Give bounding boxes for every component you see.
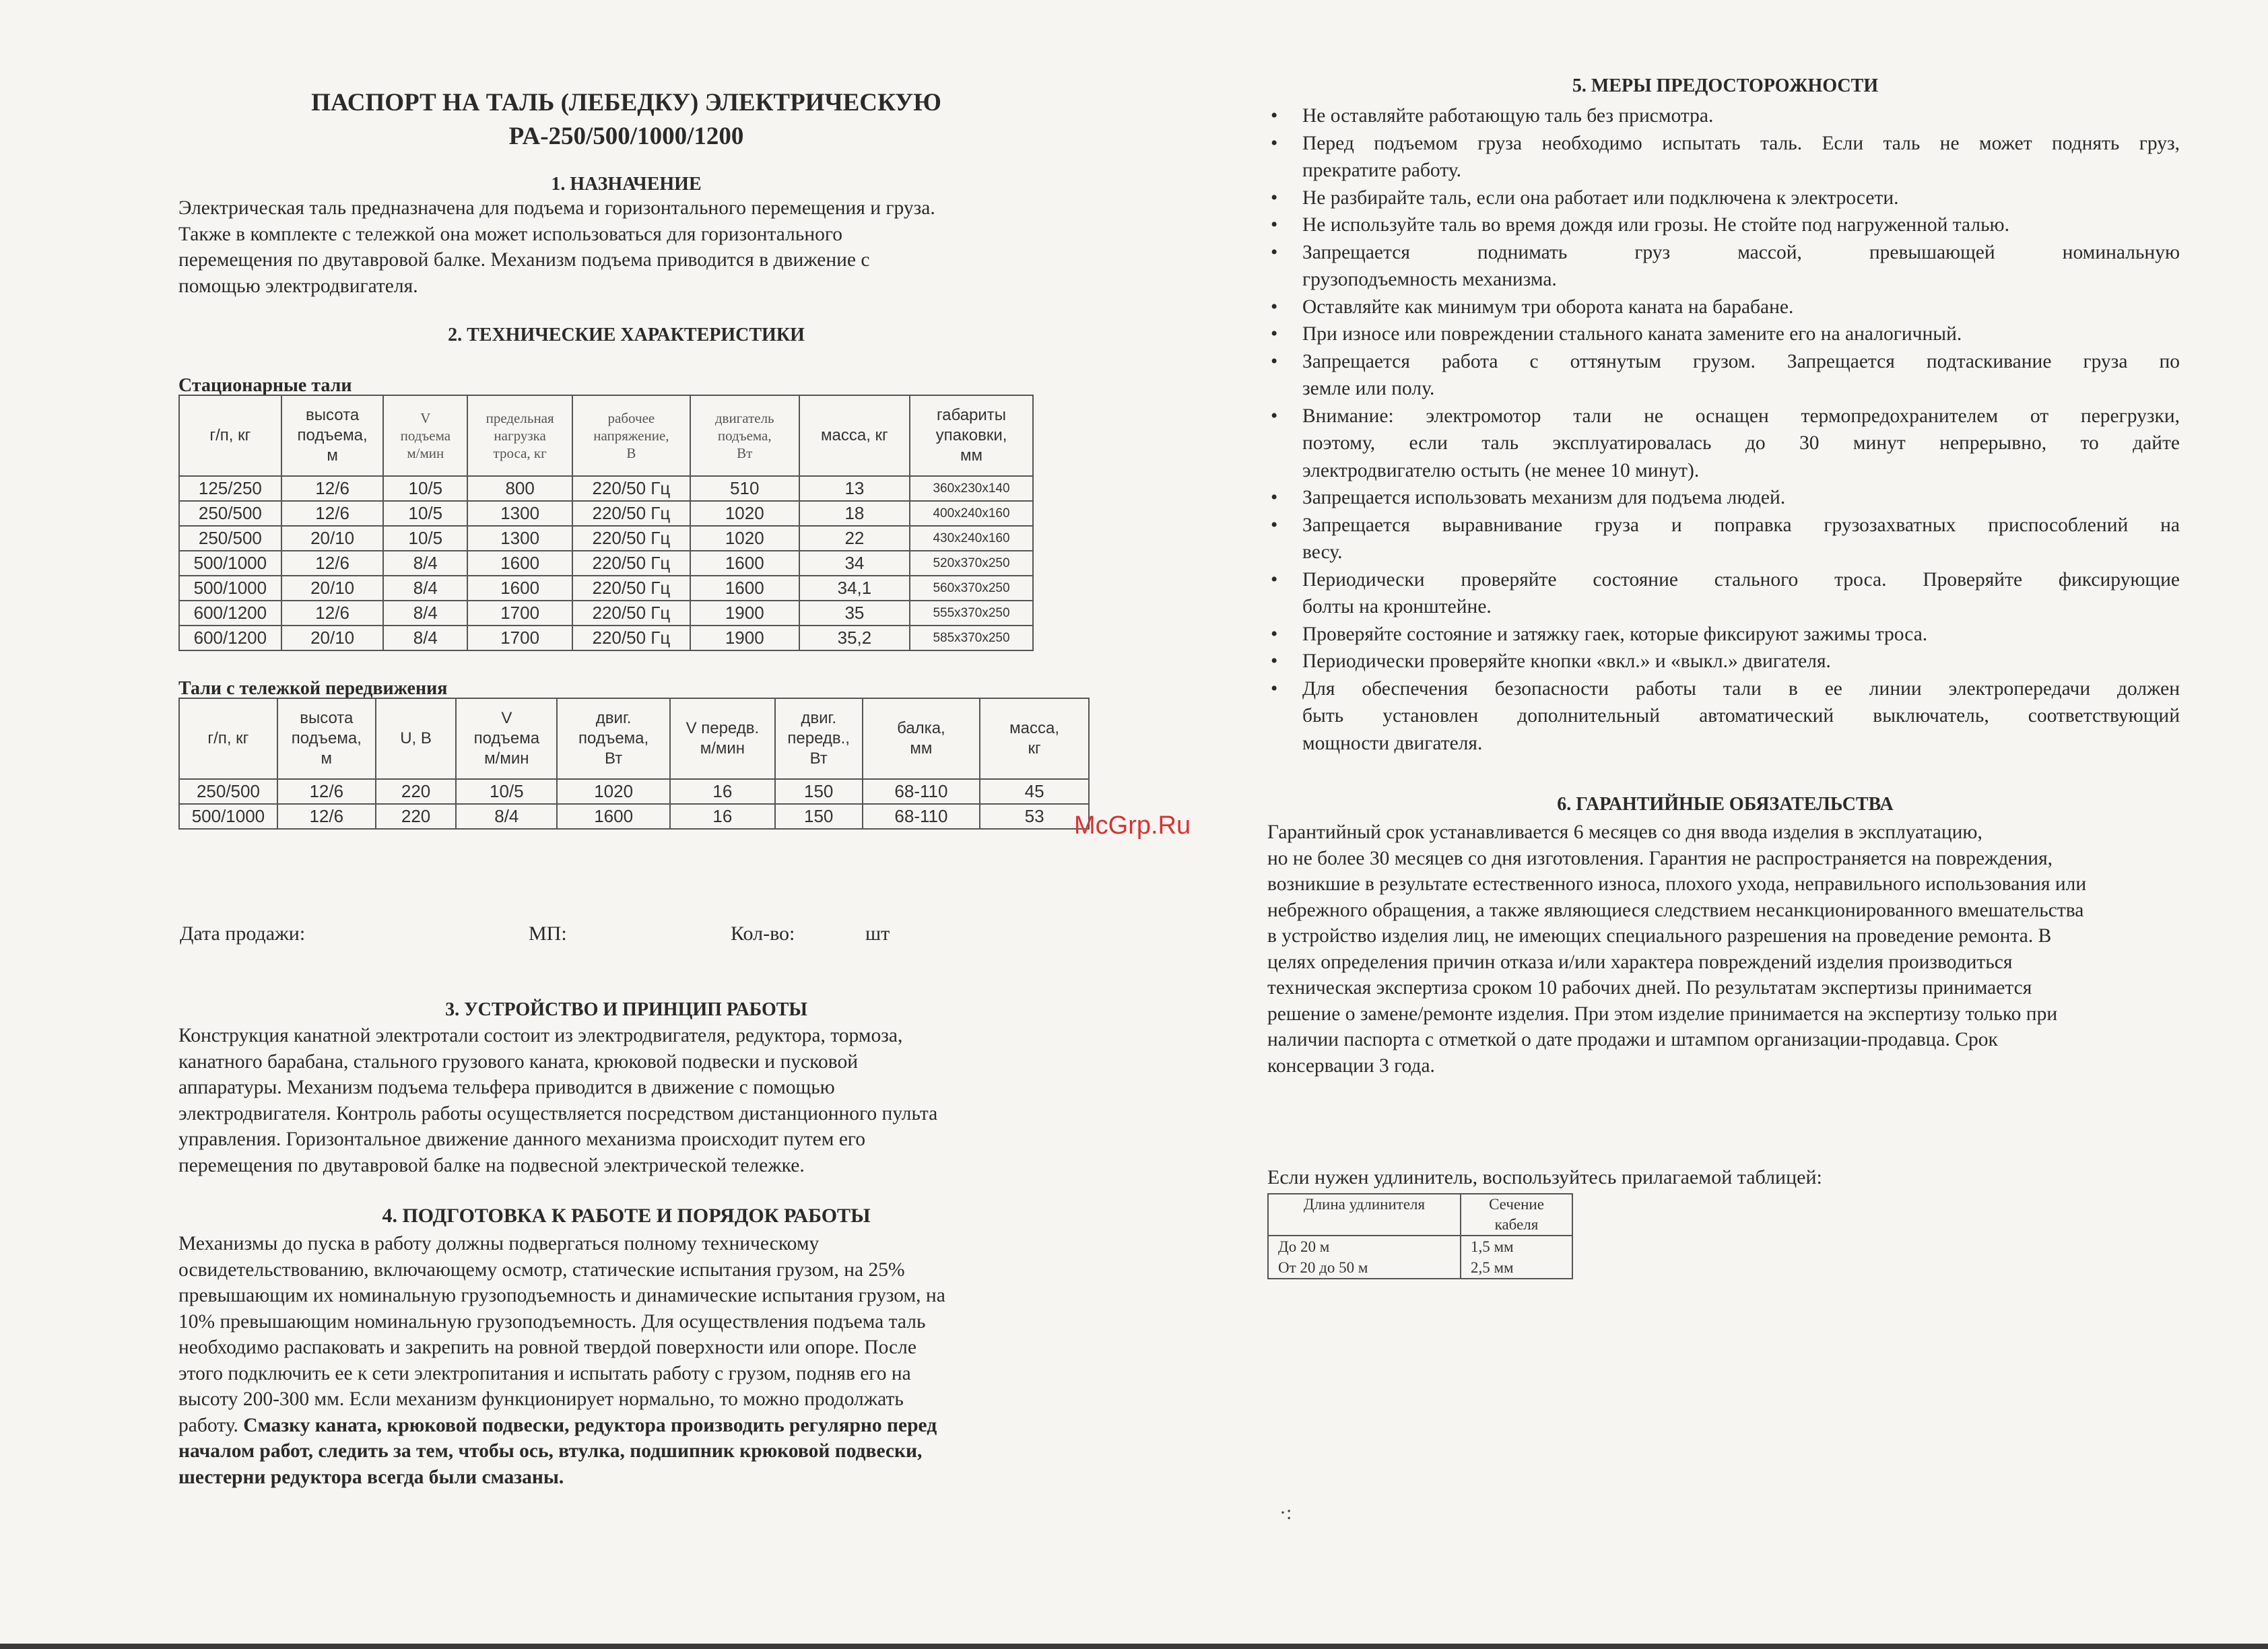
table-cell: 34,1 xyxy=(799,576,910,601)
table-cell: 520x370x250 xyxy=(910,551,1033,576)
table-cell: 400x240x160 xyxy=(910,501,1033,526)
table-cell: 510 xyxy=(690,476,799,501)
table-cell: 1900 xyxy=(690,626,799,650)
precaution-item xyxy=(1267,403,2180,485)
precaution-item xyxy=(1267,239,2180,294)
document-title-line-2: PA-250/500/1000/1200 xyxy=(508,123,744,150)
precaution-text-line: быть установлен дополнительный автоматический выключатель, соответствующий xyxy=(1302,705,2180,727)
table-cell: 8/4 xyxy=(456,804,557,829)
text-line: управления. Горизонтальное движение данного механизма происходит путем его xyxy=(178,1129,866,1150)
precaution-text-line: Периодически проверяйте состояние стального троса. Проверяйте фиксирующие xyxy=(1302,568,2180,591)
precaution-text-line: Не используйте таль во время дождя или грозы. Не стойте под нагруженной талью. xyxy=(1302,214,2009,236)
table-cell: 34 xyxy=(799,551,910,576)
table-cell: 16 xyxy=(670,804,775,829)
bullet-icon: • xyxy=(1271,623,1278,645)
text-line: электродвигателя. Контроль работы осуществляется посредством дистанционного пульта xyxy=(178,1102,938,1124)
table-cell: 12/6 xyxy=(277,779,376,804)
table-cell: 220/50 Гц xyxy=(572,476,690,501)
table-cell: 220/50 Гц xyxy=(572,551,690,576)
col-header-lift-motor: двигатель подъема, Вт xyxy=(690,395,799,476)
table-row xyxy=(1268,1236,1572,1257)
table-header-row xyxy=(1268,1194,1572,1236)
table-row xyxy=(179,804,1089,829)
text-line: консервации 3 года. xyxy=(1267,1054,1435,1077)
table-cell: 220 xyxy=(376,804,457,829)
col-header-lift-motor: двиг. подъема, Вт xyxy=(557,698,670,779)
text-line: превышающим их номинальную грузоподъемность и динамические испытания грузом, на xyxy=(178,1285,945,1306)
table-row xyxy=(179,576,1033,601)
precaution-text-line: болты на кронштейне. xyxy=(1302,596,1492,617)
table-cell: 220/50 Гц xyxy=(572,526,690,551)
precaution-text-line: При износе или повреждении стального каната замените его на аналогичный. xyxy=(1302,323,1962,345)
table-header-row xyxy=(179,395,1033,476)
text-line: возникшие в результате естественного износа, плохого ухода, неправильного использования или xyxy=(1267,873,2087,895)
table-cell: 2,5 мм xyxy=(1461,1257,1572,1279)
precaution-text-line: земле или полу. xyxy=(1302,378,1435,399)
bullet-icon: • xyxy=(1271,187,1278,209)
precaution-text-line: Запрещается выравнивание груза и поправка грузозахватных приспособлений на xyxy=(1302,514,2180,536)
text-line: но не более 30 месяцев со дня изготовления. Гарантия не распространяется на повреждения, xyxy=(1267,847,2053,869)
table-cell: 8/4 xyxy=(383,626,467,650)
table-cell: 12/6 xyxy=(281,501,384,526)
trolley-table-title: Тали с тележкой передвижения xyxy=(178,678,448,699)
bullet-icon: • xyxy=(1271,241,1278,263)
col-header-rope-load: предельная нагрузка троса, кг xyxy=(467,395,572,476)
col-header-lift-height: высота подъема, м xyxy=(281,395,384,476)
col-header-travel-motor: двиг. передв., Вт xyxy=(775,698,863,779)
table-cell: 555x370x250 xyxy=(910,601,1033,626)
table-cell: 220/50 Гц xyxy=(572,576,690,601)
precaution-text-line: Не оставляйте работающую таль без присмотра. xyxy=(1302,105,1714,127)
stationary-hoists-table xyxy=(178,395,1034,651)
table-cell: 220 xyxy=(376,779,457,804)
table-cell: 250/500 xyxy=(179,501,281,526)
table-row xyxy=(179,526,1033,551)
table-cell: 1300 xyxy=(467,501,572,526)
bullet-icon: • xyxy=(1271,514,1278,536)
table-cell: 12/6 xyxy=(281,601,384,626)
precaution-text-line: грузоподъемность механизма. xyxy=(1302,269,1557,290)
table-cell: 12/6 xyxy=(277,804,376,829)
table-cell: 53 xyxy=(980,804,1089,829)
text-line: канатного барабана, стального грузового каната, крюковой подвески и пусковой xyxy=(178,1050,859,1073)
text-line: перемещения по двутавровой балке на подвесной электрической тележке. xyxy=(178,1154,805,1176)
col-header-lift-height: высота подъема, м xyxy=(277,698,376,779)
col-header-capacity: г/п, кг xyxy=(179,395,281,476)
precaution-text-line: Проверяйте состояние и затяжку гаек, которые фиксируют зажимы троса. xyxy=(1302,623,1928,645)
table-cell: 1600 xyxy=(690,551,799,576)
table-cell: 125/250 xyxy=(179,476,281,501)
col-header-mass: масса, кг xyxy=(980,698,1089,779)
precautions-list xyxy=(1267,102,2180,757)
watermark-text: McGrp.Ru xyxy=(1074,811,1191,840)
quantity-label: Кол-во: xyxy=(731,922,795,945)
document-title xyxy=(178,86,1074,154)
table-cell: 45 xyxy=(980,779,1089,804)
table-cell: 1600 xyxy=(690,576,799,601)
precaution-item xyxy=(1267,211,2180,239)
table-cell: 1300 xyxy=(467,526,572,551)
table-cell: 35,2 xyxy=(799,626,910,650)
text-line-bold: шестерни редуктора всегда были смазаны. xyxy=(178,1466,564,1488)
precaution-text-line: Не разбирайте таль, если она работает или подключена к электросети. xyxy=(1302,187,1899,209)
extension-cable-table xyxy=(1267,1193,1573,1279)
table-cell: 500/1000 xyxy=(179,804,277,829)
precaution-text-line: Запрещается работа с оттянутым грузом. Запрещается подтаскивание груза по xyxy=(1302,350,2180,372)
precaution-item xyxy=(1267,484,2180,512)
stamp-label: МП: xyxy=(529,922,567,945)
table-cell: 600/1200 xyxy=(179,601,281,626)
text-line: аппаратуры. Механизм подъема тельфера приводится в движение с помощью xyxy=(178,1077,835,1098)
col-header-mass: масса, кг xyxy=(799,395,910,476)
section-2-heading: 2. ТЕХНИЧЕСКИЕ ХАРАКТЕРИСТИКИ xyxy=(448,325,805,345)
text-line: небрежного обращения, а также являющиеся следствием несанкционированного вмешательства xyxy=(1267,899,2084,921)
text-bold: Смазку каната, крюковой подвески, редуктора производить регулярно перед xyxy=(243,1414,937,1436)
table-cell: 12/6 xyxy=(281,476,384,501)
bullet-icon: • xyxy=(1271,105,1278,127)
stationary-table-title: Стационарные тали xyxy=(178,375,352,396)
table-cell: 1600 xyxy=(557,804,670,829)
table-cell: 10/5 xyxy=(383,476,467,501)
trolley-hoists-table xyxy=(178,698,1090,830)
table-cell: 20/10 xyxy=(281,626,384,650)
table-cell: 18 xyxy=(799,501,910,526)
sale-date-label: Дата продажи: xyxy=(180,922,306,945)
precaution-text-line: Внимание: электромотор тали не оснащен термопредохранителем от перегрузки, xyxy=(1302,405,2180,427)
precaution-item xyxy=(1267,566,2180,621)
precaution-text-line: Периодически проверяйте кнопки «вкл.» и «выкл.» двигателя. xyxy=(1302,650,1831,672)
precaution-item xyxy=(1267,294,2180,321)
precaution-text-line: Запрещается использовать механизм для подъема людей. xyxy=(1302,487,1786,508)
table-cell: 250/500 xyxy=(179,526,281,551)
document-title-line-1: ПАСПОРТ НА ТАЛЬ (ЛЕБЕДКУ) ЭЛЕКТРИЧЕСКУЮ xyxy=(311,89,941,116)
table-row xyxy=(179,476,1033,501)
precaution-item xyxy=(1267,102,2180,130)
table-cell: 1700 xyxy=(467,601,572,626)
text-line xyxy=(178,1413,1067,1439)
col-header-package-size: габариты упаковки, мм xyxy=(910,395,1033,476)
text-line: необходимо распаковать и закрепить на ровной твердой поверхности или опоре. После xyxy=(178,1337,916,1358)
table-cell: 560x370x250 xyxy=(910,576,1033,601)
table-row xyxy=(1268,1257,1572,1279)
table-row xyxy=(179,626,1033,650)
bullet-icon: • xyxy=(1271,405,1278,427)
precaution-text-line: весу. xyxy=(1302,541,1343,563)
table-cell: 800 xyxy=(467,476,572,501)
table-cell: 68-110 xyxy=(863,804,980,829)
table-cell: 8/4 xyxy=(383,551,467,576)
text-line: 10% превышающим номинальную грузоподъемность. Для осуществления подъема таль xyxy=(178,1310,926,1333)
table-cell: 1020 xyxy=(690,526,799,551)
table-cell: 500/1000 xyxy=(179,551,281,576)
table-cell: 1900 xyxy=(690,601,799,626)
col-header-voltage: U, В xyxy=(376,698,457,779)
bullet-icon: • xyxy=(1271,296,1278,318)
col-header-section: Сечение кабеля xyxy=(1461,1194,1572,1236)
col-header-length: Длина удлинителя xyxy=(1268,1194,1461,1236)
bullet-icon: • xyxy=(1271,323,1278,345)
precaution-item xyxy=(1267,648,2180,675)
precaution-item xyxy=(1267,621,2180,648)
section-4-heading: 4. ПОДГОТОВКА К РАБОТЕ И ПОРЯДОК РАБОТЫ xyxy=(382,1205,871,1227)
section-1-text xyxy=(178,195,1054,299)
table-cell: 500/1000 xyxy=(179,576,281,601)
precaution-item xyxy=(1267,348,2180,403)
precaution-text-line: мощности двигателя. xyxy=(1302,732,1483,754)
table-cell: 20/10 xyxy=(281,576,384,601)
table-cell: 12/6 xyxy=(281,551,384,576)
text-line: наличии паспорта с отметкой о дате продажи и штампом организации-продавца. Срок xyxy=(1267,1029,1998,1050)
bullet-icon: • xyxy=(1271,350,1278,372)
bullet-icon: • xyxy=(1271,677,1278,700)
table-cell: От 20 до 50 м xyxy=(1268,1257,1461,1279)
page-bottom-edge xyxy=(0,1644,2268,1649)
bullet-icon: • xyxy=(1271,568,1278,591)
table-cell: 430x240x160 xyxy=(910,526,1033,551)
bullet-icon: • xyxy=(1271,487,1278,508)
table-cell: 10/5 xyxy=(383,501,467,526)
section-4-text xyxy=(178,1231,1067,1490)
bullet-icon: • xyxy=(1271,214,1278,236)
table-cell: 1020 xyxy=(557,779,670,804)
table-cell: 13 xyxy=(799,476,910,501)
extension-table-caption: Если нужен удлинитель, воспользуйтесь прилагаемой таблицей: xyxy=(1267,1166,1822,1188)
table-cell: До 20 м xyxy=(1268,1236,1461,1257)
table-row xyxy=(179,601,1033,626)
table-cell: 585x370x250 xyxy=(910,626,1033,650)
section-5-heading: 5. МЕРЫ ПРЕДОСТОРОЖНОСТИ xyxy=(1572,75,1879,96)
table-cell: 16 xyxy=(670,779,775,804)
col-header-beam: балка, мм xyxy=(863,698,980,779)
table-cell: 600/1200 xyxy=(179,626,281,650)
text-line: Конструкция канатной электротали состоит из электродвигателя, редуктора, тормоза, xyxy=(178,1025,903,1046)
text-line: освидетельствованию, включающему осмотр, статические испытания грузом, на 25% xyxy=(178,1258,905,1281)
table-cell: 360x230x140 xyxy=(910,476,1033,501)
quantity-unit-label: шт xyxy=(865,922,890,945)
section-6-text xyxy=(1267,819,2183,1079)
table-cell: 1600 xyxy=(467,576,572,601)
table-cell: 68-110 xyxy=(863,779,980,804)
precaution-text-line: прекратите работу. xyxy=(1302,160,1461,181)
table-cell: 20/10 xyxy=(281,526,384,551)
col-header-voltage: рабочее напряжение, В xyxy=(572,395,690,476)
precaution-item xyxy=(1267,321,2180,348)
table-cell: 8/4 xyxy=(383,576,467,601)
text-line: высоту 200-300 мм. Если механизм функционирует нормально, то можно продолжать xyxy=(178,1388,904,1410)
scan-speck: ·: xyxy=(1279,1502,1292,1524)
col-header-capacity: г/п, кг xyxy=(179,698,277,779)
table-cell: 8/4 xyxy=(383,601,467,626)
table-cell: 1600 xyxy=(467,551,572,576)
table-cell: 1020 xyxy=(690,501,799,526)
section-1-heading: 1. НАЗНАЧЕНИЕ xyxy=(551,174,702,195)
text-line: целях определения причин отказа и/или характера повреждений изделия производиться xyxy=(1267,951,2013,973)
precaution-item xyxy=(1267,184,2180,212)
precaution-text-line: Оставляйте как минимум три оборота каната на барабане. xyxy=(1302,296,1794,318)
table-cell: 150 xyxy=(775,804,863,829)
precaution-text-line: поэтому, если таль эксплуатировалась до 30 минут непрерывно, то дайте xyxy=(1302,432,2180,454)
table-row xyxy=(179,779,1089,804)
col-header-lift-speed: V подъема м/мин xyxy=(456,698,557,779)
section-6-heading: 6. ГАРАНТИЙНЫЕ ОБЯЗАТЕЛЬСТВА xyxy=(1557,794,1894,815)
precaution-text-line: Перед подъемом груза необходимо испытать таль. Если таль не может поднять груз, xyxy=(1302,132,2180,154)
text-line: Гарантийный срок устанавливается 6 месяцев со дня ввода изделия в эксплуатацию, xyxy=(1267,821,1982,843)
precaution-text-line: Для обеспечения безопасности работы тали в ее линии электропередачи должен xyxy=(1302,677,2180,700)
table-cell: 220/50 Гц xyxy=(572,601,690,626)
table-cell: 10/5 xyxy=(456,779,557,804)
text-line-bold: началом работ, следить за тем, чтобы ось, втулка, подшипник крюковой подвески, xyxy=(178,1440,923,1462)
table-cell: 35 xyxy=(799,601,910,626)
text-line: решение о замене/ремонте изделия. При этом изделие принимается на экспертизу только при xyxy=(1267,1003,2058,1025)
table-cell: 1700 xyxy=(467,626,572,650)
precaution-item xyxy=(1267,512,2180,566)
section-3-text xyxy=(178,1023,1061,1178)
text-line: в устройство изделия лиц, не имеющих специального разрешения на проведение ремонта. В xyxy=(1267,925,2052,947)
table-cell: 1,5 мм xyxy=(1461,1236,1572,1257)
text-line: Механизмы до пуска в работу должны подвергаться полному техническому xyxy=(178,1233,820,1254)
text-line: этого подключить ее к сети электропитания и испытать работу с грузом, подняв его на xyxy=(178,1362,911,1384)
precaution-text-line: Запрещается поднимать груз массой, превышающей номинальную xyxy=(1302,241,2180,263)
precaution-item xyxy=(1267,130,2180,184)
precaution-text-line: электродвигателю остыть (не менее 10 минут). xyxy=(1302,459,1700,481)
table-header-row xyxy=(179,698,1089,779)
table-cell: 10/5 xyxy=(383,526,467,551)
text-line: техническая экспертиза сроком 10 рабочих дней. По результатам экспертизы принимается xyxy=(1267,977,2032,999)
table-row xyxy=(179,551,1033,576)
table-cell: 22 xyxy=(799,526,910,551)
table-cell: 220/50 Гц xyxy=(572,626,690,650)
table-cell: 150 xyxy=(775,779,863,804)
text-line: Электрическая таль предназначена для подъема и горизонтального перемещения и груза. xyxy=(178,197,935,219)
text-line: перемещения по двутавровой балке. Механизм подъема приводится в движение с xyxy=(178,249,870,271)
bullet-icon: • xyxy=(1271,132,1278,154)
col-header-travel-speed: V передв. м/мин xyxy=(670,698,775,779)
table-cell: 250/500 xyxy=(179,779,277,804)
table-cell: 220/50 Гц xyxy=(572,501,690,526)
text-line: Также в комплекте с тележкой она может использоваться для горизонтального xyxy=(178,223,842,245)
text-normal: работу. xyxy=(178,1414,244,1436)
precaution-item xyxy=(1267,675,2180,758)
table-row xyxy=(179,501,1033,526)
col-header-lift-speed: V подъема м/мин xyxy=(383,395,467,476)
bullet-icon: • xyxy=(1271,650,1278,672)
text-line: помощью электродвигателя. xyxy=(178,275,418,297)
section-3-heading: 3. УСТРОЙСТВО И ПРИНЦИП РАБОТЫ xyxy=(445,999,807,1020)
